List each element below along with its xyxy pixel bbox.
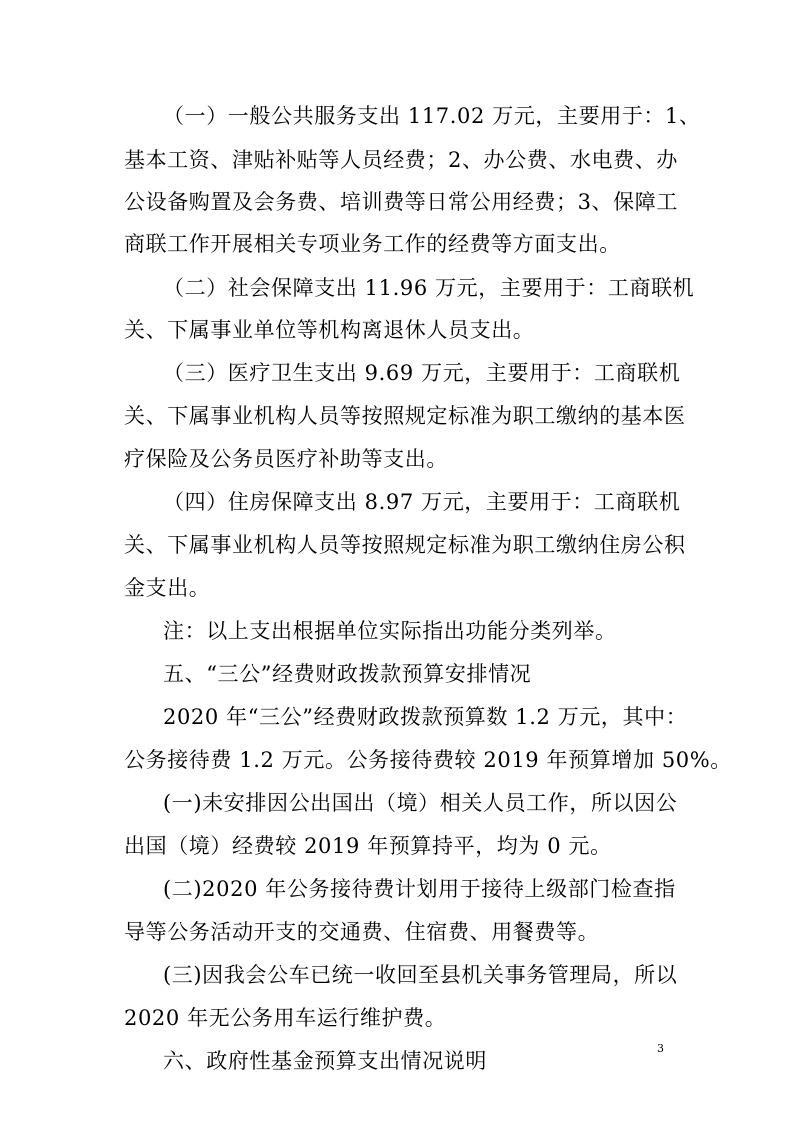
paragraph-2-line-1: （二）社会保障支出 11.96 万元，主要用于：工商联机 (163, 276, 695, 300)
three-public-line-1: 2020 年“三公”经费财政拨款预算数 1.2 万元，其中： (163, 705, 688, 729)
paragraph-3-line-1: （三）医疗卫生支出 9.69 万元，主要用于：工商联机 (163, 361, 681, 385)
section-heading-six: 六、政府性基金预算支出情况说明 (163, 1049, 487, 1073)
paragraph-1-line-2: 基本工资、津贴补贴等人员经费；2、办公费、水电费、办 (124, 148, 678, 172)
note-line: 注：以上支出根据单位实际指出功能分类列举。 (163, 619, 617, 643)
three-public-line-2: 公务接待费 1.2 万元。公务接待费较 2019 年预算增加 50%。 (124, 748, 732, 772)
paragraph-3-line-3: 疗保险及公务员医疗补助等支出。 (124, 447, 448, 471)
page-number: 3 (657, 1042, 664, 1055)
paragraph-1-line-3: 公设备购置及会务费、培训费等日常公用经费；3、保障工 (124, 190, 678, 214)
paragraph-4-line-1: （四）住房保障支出 8.97 万元，主要用于：工商联机 (163, 490, 681, 514)
item-3-line-2: 2020 年无公务用车运行维护费。 (124, 1006, 447, 1030)
paragraph-2-line-2: 关、下属事业单位等机构离退休人员支出。 (124, 318, 535, 342)
paragraph-3-line-2: 关、下属事业机构人员等按照规定标准为职工缴纳的基本医 (124, 404, 686, 428)
paragraph-1-line-1: （一）一般公共服务支出 117.02 万元，主要用于：1、 (163, 104, 701, 128)
paragraph-4-line-2: 关、下属事业机构人员等按照规定标准为职工缴纳住房公积 (124, 533, 686, 557)
item-3-line-1: (三)因我会公车已统一收回至县机关事务管理局，所以 (163, 963, 678, 987)
paragraph-1-line-4: 商联工作开展相关专项业务工作的经费等方面支出。 (124, 232, 621, 256)
item-2-line-1: (二)2020 年公务接待费计划用于接待上级部门检查指 (163, 877, 676, 901)
item-1-line-1: (一)未安排因公出国出（境）相关人员工作，所以因公 (163, 791, 678, 815)
section-heading-five: 五、“三公”经费财政拨款预算安排情况 (163, 662, 532, 686)
item-1-line-2: 出国（境）经费较 2019 年预算持平，均为 0 元。 (124, 834, 612, 858)
item-2-line-2: 导等公务活动开支的交通费、住宿费、用餐费等。 (124, 920, 600, 944)
paragraph-4-line-3: 金支出。 (124, 576, 211, 600)
